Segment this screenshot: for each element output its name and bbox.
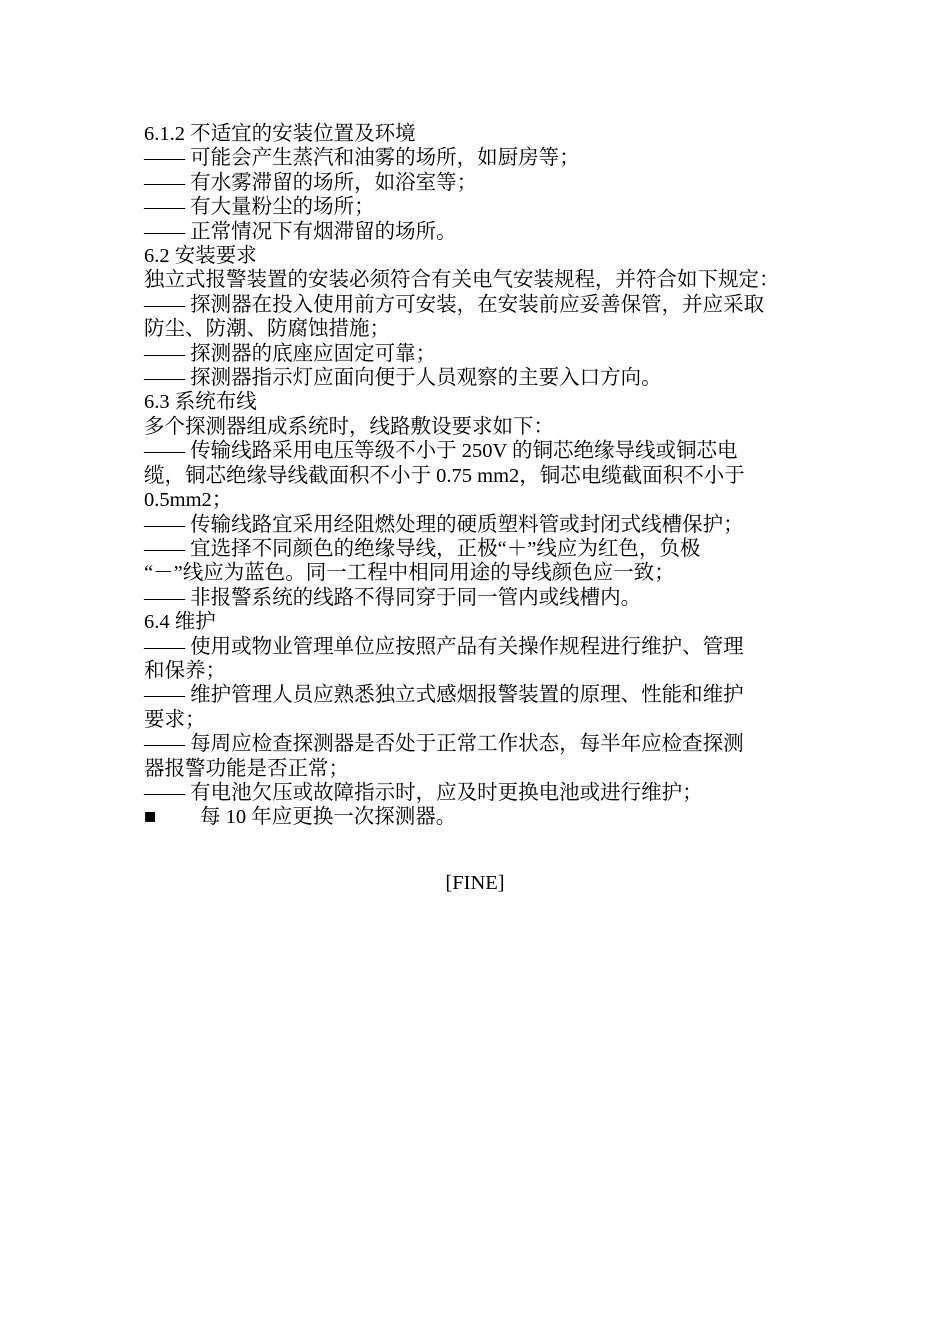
- list-item-continuation: 器报警功能是否正常；: [144, 757, 349, 780]
- bullet-item-text: 每 10 年应更换一次探测器。: [200, 806, 457, 829]
- section-heading: 6.2 安装要求: [144, 245, 257, 268]
- list-item: —— 探测器在投入使用前方可安装，在安装前应妥善保管，并应采取: [144, 293, 765, 316]
- list-item: —— 有电池欠压或故障指示时，应及时更换电池或进行维护；: [144, 781, 703, 804]
- list-item-continuation: 和保养；: [144, 659, 226, 682]
- list-item-continuation: 防尘、防潮、防腐蚀措施；: [144, 318, 390, 341]
- section-heading: 6.4 维护: [144, 611, 216, 634]
- list-item: —— 探测器的底座应固定可靠；: [144, 342, 437, 365]
- list-item: —— 可能会产生蒸汽和油雾的场所，如厨房等；: [144, 147, 580, 170]
- list-item: —— 正常情况下有烟滞留的场所。: [144, 220, 457, 243]
- list-item-continuation: 缆，铜芯绝缘导线截面积不小于 0.75 mm2，铜芯电缆截面积不小于: [144, 464, 745, 487]
- list-item: —— 使用或物业管理单位应按照产品有关操作规程进行维护、管理: [144, 635, 744, 658]
- list-item-continuation: 要求；: [144, 708, 206, 731]
- list-item: —— 有水雾滞留的场所，如浴室等；: [144, 171, 478, 194]
- list-item-continuation: 0.5mm2；: [144, 489, 233, 512]
- paragraph: 多个探测器组成系统时，线路敷设要求如下：: [144, 415, 554, 438]
- list-item: —— 维护管理人员应熟悉独立式感烟报警装置的原理、性能和维护: [144, 684, 744, 707]
- list-item: —— 非报警系统的线路不得同穿于同一管内或线槽内。: [144, 586, 642, 609]
- list-item: —— 传输线路宜采用经阻燃处理的硬质塑料管或封闭式线槽保护；: [144, 513, 744, 536]
- list-item-continuation: “－”线应为蓝色。同一工程中相同用途的导线颜色应一致；: [144, 562, 675, 585]
- list-item: —— 传输线路采用电压等级不小于 250V 的铜芯绝缘导线或铜芯电: [144, 440, 738, 463]
- list-item: —— 探测器指示灯应面向便于人员观察的主要入口方向。: [144, 367, 662, 390]
- bullet-list-item: [144, 805, 812, 829]
- document-body: [144, 122, 812, 830]
- section-heading: 6.3 系统布线: [144, 391, 257, 414]
- footer-marker: [FINE]: [445, 872, 505, 894]
- paragraph: 独立式报警装置的安装必须符合有关电气安装规程，并符合如下规定：: [144, 269, 780, 292]
- list-item: —— 每周应检查探测器是否处于正常工作状态，每半年应检查探测: [144, 733, 744, 756]
- list-item: —— 宜选择不同颜色的绝缘导线，正极“＋”线应为红色，负极: [144, 537, 701, 560]
- list-item: —— 有大量粉尘的场所；: [144, 196, 375, 219]
- section-heading: 6.1.2 不适宜的安装位置及环境: [144, 123, 416, 145]
- square-bullet-icon: ■: [144, 806, 157, 829]
